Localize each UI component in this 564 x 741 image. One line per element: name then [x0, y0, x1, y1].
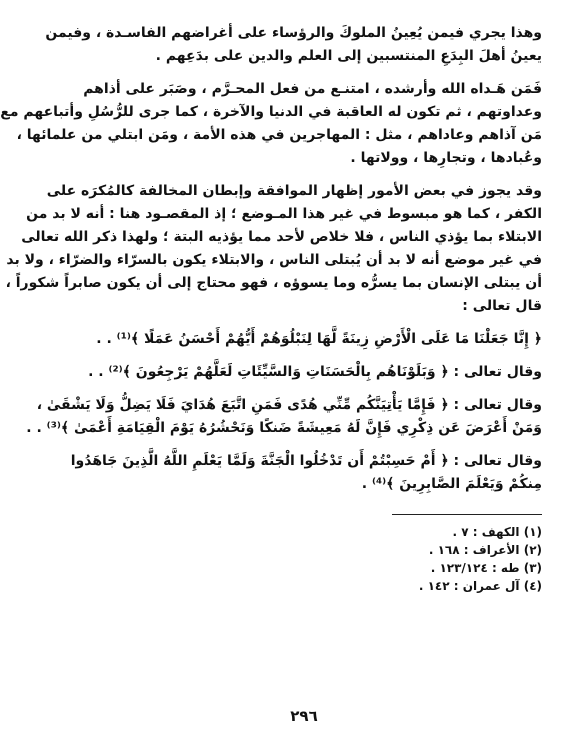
footnote: (٢) الأعراف : ١٦٨ .	[428, 543, 542, 557]
quran-verse-1	[74, 328, 542, 351]
footnotes	[74, 523, 542, 595]
verse-line: وقال تعالى : ﴿ وَبَلَوْنَاهُم بِالْحَسَنَاتِ وَالسَّيِّئَاتِ لَعَلَّهُمْ يَرْجِعُونَ ﴾⁽²⁾ . .	[88, 364, 542, 380]
text-line: وهذا يجري فيمن يُعِينُ الملوكَ والرؤساء على أغراضهم الفاسـدة ، وفيمن	[45, 25, 542, 41]
verse-line: وقال تعالى : ﴿ أَمْ حَسِبْتُمْ أَن تَدْخُلُوا الْجَنَّةَ وَلَمَّا يَعْلَمِ اللَّهُ الَّذِينَ جَاهَدُوا	[70, 453, 542, 469]
text-line: وعداوتهم ، ثم تكون له العاقبة في الدنيا والآخرة ، كما جرى للرُّسُلِ وأتباعهم مع	[0, 104, 542, 120]
footnote: (٤) آل عمران : ١٤٢ .	[418, 579, 542, 593]
paragraph-3	[5, 180, 542, 318]
footnote: (٣) طه : ١٢٣/١٢٤ .	[430, 561, 542, 575]
page-number: ٢٩٦	[290, 707, 318, 725]
verse-line: وقال تعالى : ﴿ فَإِمَّا يَأْتِيَنَّكُم مِّنِّي هُدًى فَمَنِ اتَّبَعَ هُدَايَ فَلَا يَضِلُّ وَلَا يَشْقَىٰ ،	[36, 397, 542, 413]
paragraph-1	[45, 22, 542, 68]
text-line: مَن آذاهم وعاداهم ، مثل : المهاجرين في هذه الأمة ، ومَن ابتلي من علمائها ،	[16, 127, 542, 143]
text-line: أن يبتلى الإنسان بما يسرُّه وما يسوؤه ، فهو محتاج إلى أن يكون صابراً شكوراً ،	[5, 275, 542, 291]
footnote: (١) الكهف : ٧ .	[452, 525, 542, 539]
text-line: الكفر ، كما هو مبسوط في غير هذا المـوضع ؛ إذ المقصـود هنا : أنه لا بد من	[26, 206, 542, 222]
verse-line: مِنكُمْ وَيَعْلَمَ الصَّابِرِينَ ﴾⁽⁴⁾ .	[361, 476, 542, 492]
text-line: في غير موضع أنه لا بد أن يُبتلى الناس ، والابتلاء يكون بالسرّاء والضرّاء ، ولا بد	[6, 252, 542, 268]
text-line: الابتلاء بما يؤذي الناس ، فلا خلاص لأحد مما يؤذيه البتة ؛ ولهذا ذكر الله تعالى	[21, 229, 542, 245]
text-line: يعينُ أهلَ البِدَعِ المنتسبين إلى العلم والدين على بدَعِهم .	[155, 48, 542, 64]
text-line: قال تعالى :	[462, 298, 542, 314]
paragraph-2	[0, 78, 542, 170]
text-line: وقد يجوز في بعض الأمور إظهار الموافقة وإبطان المخالفة كالمُكرَه على	[46, 183, 542, 199]
quran-verse-2	[74, 361, 542, 384]
text-line: وعُبادها ، وتجارِها ، وولاتها .	[350, 150, 542, 166]
text-line: فَمَن هَـداه الله وأرشده ، امتنـع من فعل المحـرَّم ، وصَبَر على أذاهم	[83, 81, 542, 97]
verse-line: ﴿ إِنَّا جَعَلْنَا مَا عَلَى الْأَرْضِ زِينَةً لَّهَا لِنَبْلُوَهُمْ أَيُّهُمْ أَحْسَنُ عَمَلًا ﴾⁽¹⁾ . .	[96, 331, 542, 347]
quran-verse-4	[70, 450, 542, 496]
quran-verse-3	[26, 394, 542, 440]
verse-line: وَمَنْ أَعْرَضَ عَن ذِكْرِي فَإِنَّ لَهُ مَعِيشَةً ضَنكًا وَنَحْشُرُهُ يَوْمَ الْقِيَامَةِ أَعْمَىٰ ﴾⁽³⁾ . .	[26, 420, 542, 436]
footnote-divider	[392, 514, 542, 515]
